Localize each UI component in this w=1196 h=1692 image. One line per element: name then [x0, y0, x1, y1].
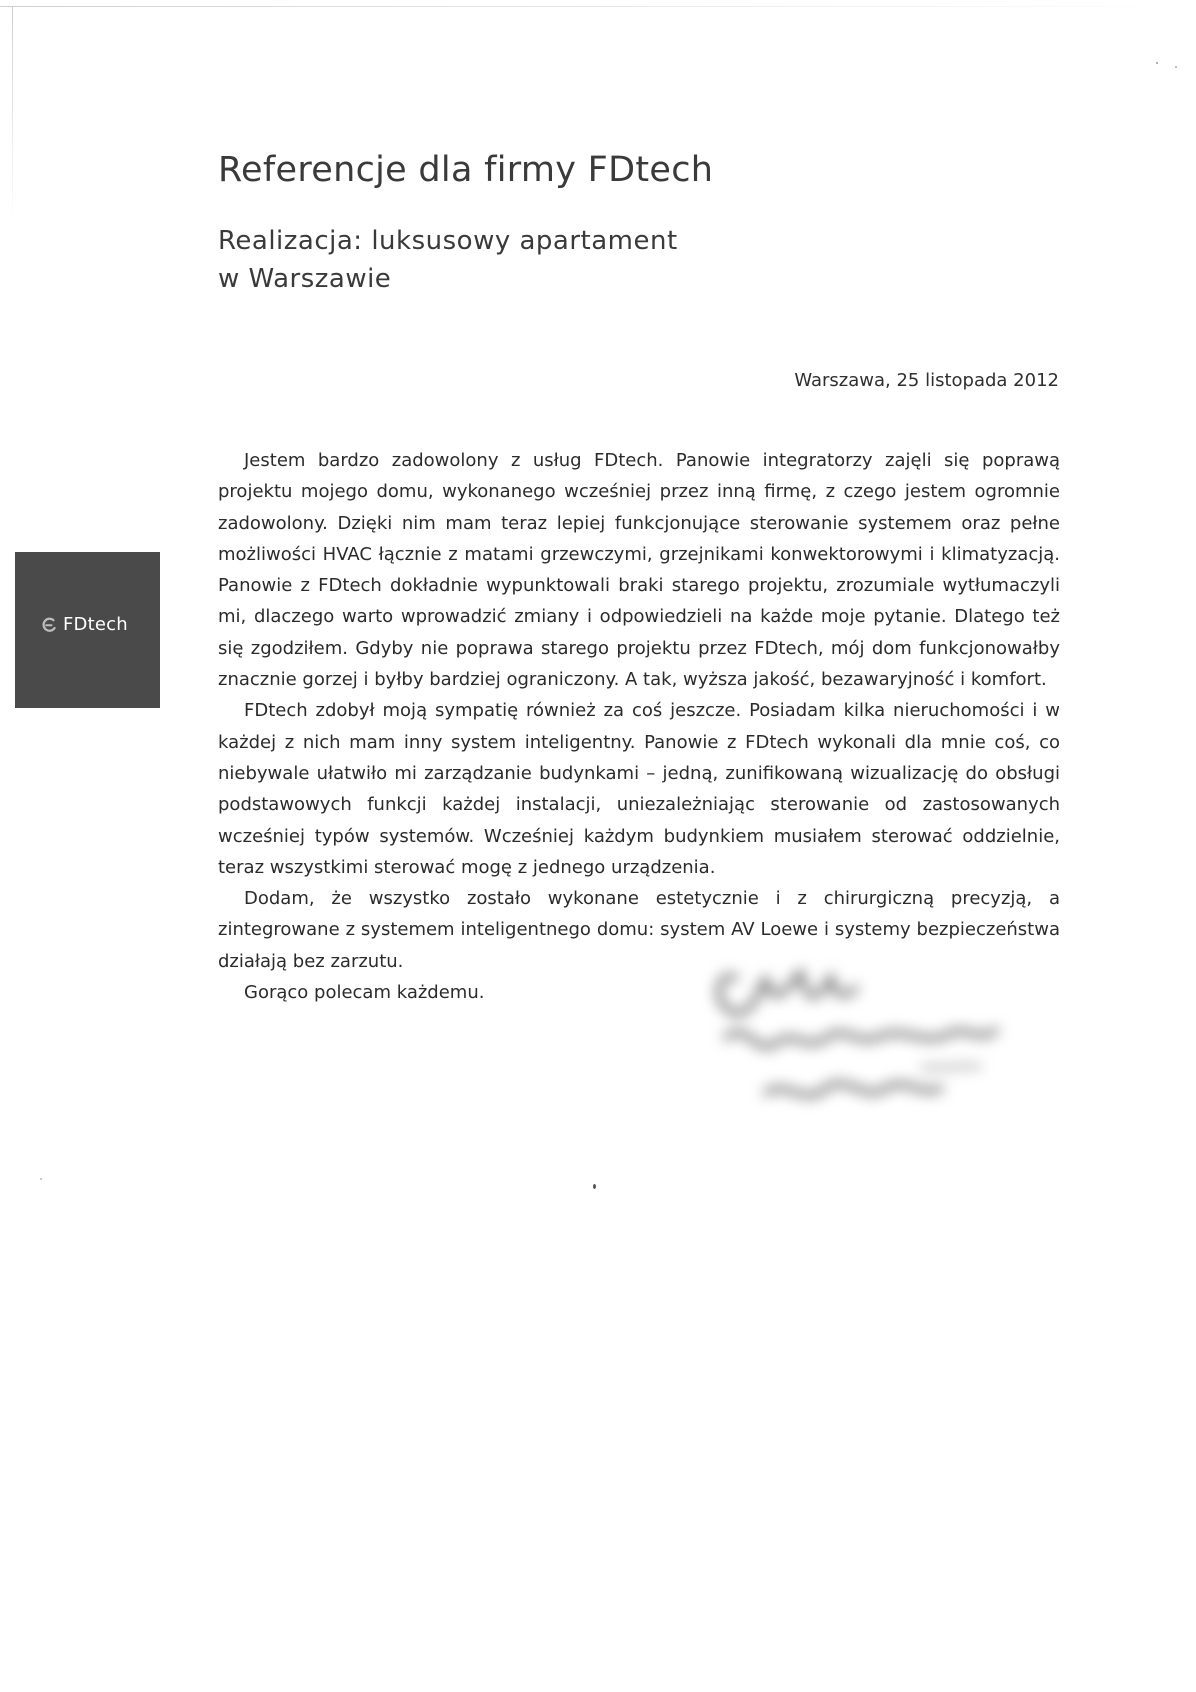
fdtech-logo	[41, 614, 128, 635]
page-title: Referencje dla firmy FDtech	[218, 150, 714, 190]
page-subtitle	[218, 222, 678, 298]
paragraph: FDtech zdobył moją sympatię również za coś jeszcze. Posiadam kilka nieruchomości i w każdej z nich mam inny system inteligentny. Panowie z FDtech wykonali dla mnie coś, co niebywale ułatwiło mi zarządzanie budynkami – jedną, zunifikowaną wizualizację do obsługi podstawowych funkcji każdej instalacji, uniezależniając sterowanie od zastosowanych wcześniej typów systemów. Wcześniej każdym budynkiem musiałem sterować oddzielnie, teraz wszystkimi sterować mogę z jednego urządzenia.	[218, 700, 1060, 878]
paragraph: Jestem bardzo zadowolony z usług FDtech. Panowie integratorzy zajęli się poprawą projektu mojego domu, wykonanego wcześniej przez inną firmę, z czego jestem ogromnie zadowolony. Dzięki nim mam teraz lepiej funkcjonujące sterowanie systemem oraz pełne możliwości HVAC łącznie z matami grzewczymi, grzejnikami konwektorowymi i klimatyzacją. Panowie z FDtech dokładnie wypunktowali braki starego projektu, zrozumiale wytłumaczyli mi, dlaczego warto wprowadzić zmiany i odpowiedzieli na każde moje pytanie. Dlatego też się zgodziłem. Gdyby nie poprawa starego projektu przez FDtech, mój dom funkcjonowałby znacznie gorzej i byłby bardziej ograniczony. A tak, wyższa jakość, bezawaryjność i komfort.	[218, 450, 1060, 691]
paragraph: Dodam, że wszystko zostało wykonane estetycznie i z chirurgiczną precyzją, a zintegrowane z systemem inteligentnego domu: system AV Loewe i systemy bezpieczeństwa działają bez zarzutu.	[218, 888, 1060, 972]
logo-text: FDtech	[63, 614, 128, 635]
fdtech-logo-icon	[41, 617, 57, 633]
scan-edge-left	[12, 6, 13, 226]
fdtech-logo-box	[15, 552, 160, 708]
subtitle-line-1: Realizacja: luksusowy apartament	[218, 226, 678, 256]
scan-speck	[40, 1178, 42, 1180]
scan-speck	[1175, 66, 1177, 68]
place-and-date: Warszawa, 25 listopada 2012	[794, 370, 1059, 391]
scan-speck	[593, 1184, 596, 1189]
subtitle-line-2: w Warszawie	[218, 264, 392, 294]
scan-speck	[1156, 62, 1158, 64]
blurred-signature	[706, 948, 1046, 1148]
paragraph: Gorąco polecam każdemu.	[244, 982, 485, 1004]
scan-edge-top	[0, 6, 1196, 7]
letter-body	[218, 445, 1060, 1008]
